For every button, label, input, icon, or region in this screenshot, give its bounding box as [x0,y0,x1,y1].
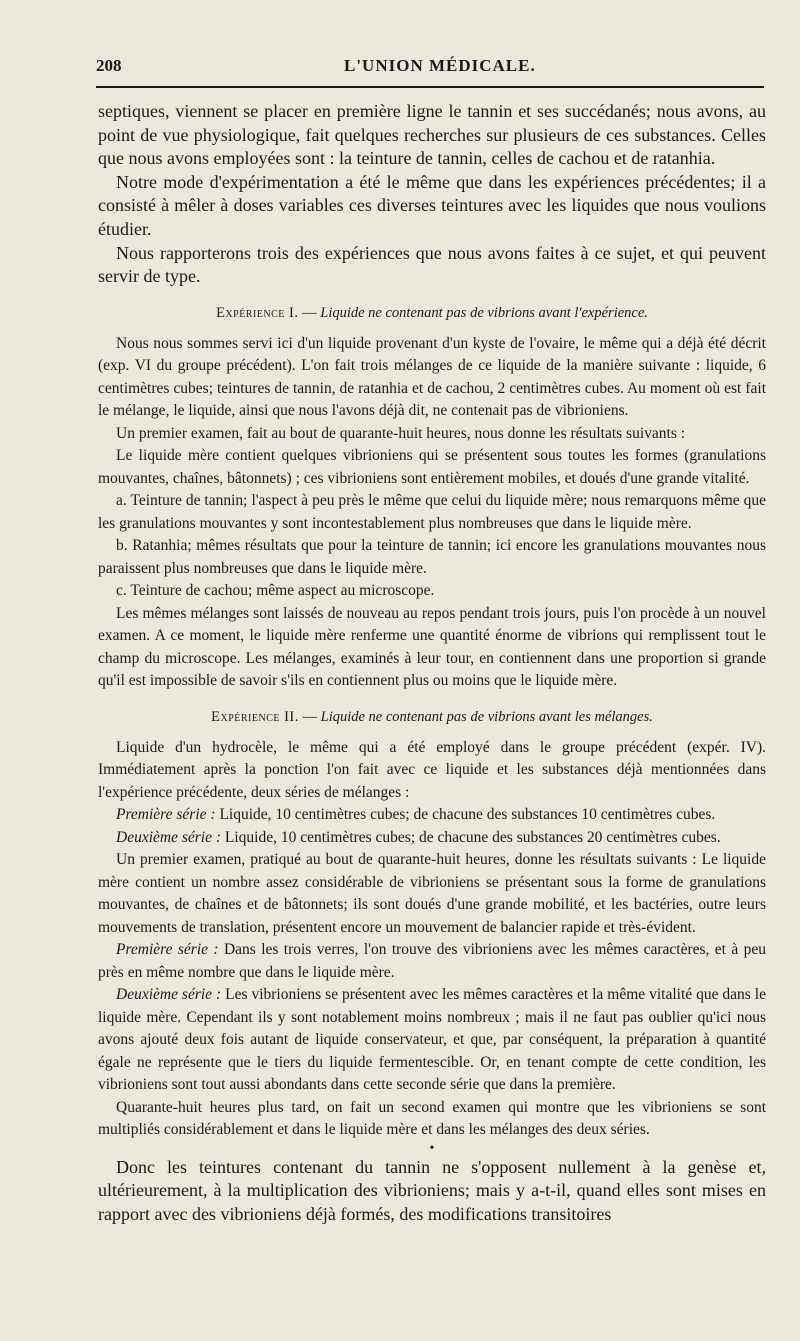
serie-label: Deuxième série : [116,828,222,846]
paragraph: Les mêmes mélanges sont laissés de nouveau au repos pendant trois jours, puis l'on procède à un nouvel examen. A ce moment, le liquide mère renferme une quantité énorme de vibrions qui remplissent tout le champ du microscope. Les mélanges, examinés à leur tour, en contiennent dans une proportion si grande qu'il est impossible de savoir s'ils en contiennent plus ou moins que le liquide mère. [98,604,766,690]
serie-text: Les vibrioniens se présentent avec les mêmes caractères et la même vitalité que dans le liquide mère. Cependant ils y sont notablement moins nombreux ; mais il ne faut pas oublier qu'ici nous avons ajouté deux fois autant de liquide conservateur, et que, par conséquent, la préparation à quantité égale ne représente que le tiers du liquide fermentescible. Or, en tenant compte de cette condition, les vibrioniens sont tout aussi abondants dans cette seconde série que dans la première. [98,986,766,1094]
paragraph: Nous nous sommes servi ici d'un liquide provenant d'un kyste de l'ovaire, le même qui a déjà été décrit (exp. VI du groupe précédent). L'on fait trois mélanges de ce liquide de la manière suivante : liquide, 6 centimètres cubes; teintures de tannin, de ratanhia et de cachou, 2 centimètres cubes. Au moment où est fait le mélange, le liquide, ainsi que nous l'avons déjà dit, ne contenait pas de vibrioniens. [98,334,766,420]
experiment-label: Expérience I. [216,304,299,321]
paragraph: Liquide d'un hydrocèle, le même qui a été employé dans le groupe précédent (expér. IV). Immédiatement après la ponction l'on fait avec ce liquide et les substances déjà mentionnées dans l'expérience précédente, deux séries de mélanges : [98,738,766,801]
serie-label: Première série : [116,806,216,824]
running-title: L'UNION MÉDICALE. [344,56,536,75]
separator: • [429,1140,435,1156]
serie-label: Première série : [116,941,219,959]
paragraph: a. Teinture de tannin; l'aspect à peu près le même que celui du liquide mère; nous remarquons même que les granulations mouvantes y sont incontestablement plus nombreuses que dans le liquide mère. [98,492,766,532]
paragraph: c. Teinture de cachou; même aspect au microscope. [116,582,435,600]
paragraph [98,827,766,850]
paragraph: b. Ratanhia; mêmes résultats que pour la teinture de tannin; ici encore les granulations mouvantes nous paraissent plus nombreuses que dans le liquide mère. [98,537,766,577]
paragraph [98,804,766,827]
paragraph: Quarante-huit heures plus tard, on fait un second examen qui montre que les vibrioniens se sont multipliés considérablement et dans le liquide mère et dans les mélanges des deux séries. [98,1098,766,1139]
experiment-label: Expérience II. [211,708,299,725]
experiment-title: Liquide ne contenant pas de vibrions avant l'expérience. [320,304,648,321]
experiment-heading: Expérience I. — Liquide ne contenant pas de vibrions avant l'expérience. [216,304,648,321]
serie-text: Dans les trois verres, l'on trouve des vibrioniens avec les mêmes caractères, et à peu près en même nombre que dans le liquide mère. [98,941,766,981]
paragraph [98,984,766,1097]
paragraph: Un premier examen, pratiqué au bout de quarante-huit heures, donne les résultats suivants : Le liquide mère contient un nombre assez considérable de vibrioniens se présentant sous la forme de granulations mouvantes, de chaînes et de bâtonnets; ils sont doués d'une grande mobilité, et les bactéries, outre leurs mouvements de translation, présentent encore un mouvement de balancier rapide et très-évident. [98,851,766,936]
experiment-heading: Expérience II. — Liquide ne contenant pas de vibrions avant les mélanges. [211,708,653,725]
page-number: 208 [96,56,122,75]
page-header [96,56,764,84]
paragraph: Nous rapporterons trois des expériences que nous avons faites à ce sujet, et qui peuvent servir de type. [98,242,766,287]
serie-text: Liquide, 10 centimètres cubes; de chacune des substances 10 centimètres cubes. [215,806,716,824]
experiment-title: Liquide ne contenant pas de vibrions avant les mélanges. [320,708,653,725]
paragraph [98,939,766,984]
paragraph: Un premier examen, fait au bout de quarante-huit heures, nous donne les résultats suivants : [116,424,686,442]
serie-label: Deuxième série : [116,986,222,1004]
body-text [98,100,766,1227]
paragraph: septiques, viennent se placer en première ligne le tannin et ses succédanés; nous avons, au point de vue physiologique, fait quelques recherches sur plusieurs de ces substances. Celles que nous avons employées sont : la teinture de tannin, celles de cachou et de ratanhia. [98,101,766,169]
paragraph: Notre mode d'expérimentation a été le même que dans les expériences précédentes; il a consisté à mêler à doses variables ces diverses teintures avec les liquides que nous voulions étudier. [98,171,766,239]
paragraph: Le liquide mère contient quelques vibrioniens qui se présentent sous toutes les formes (granulations mouvantes, chaînes, bâtonnets) ; ces vibrioniens sont entièrement mobiles, et doués d'une grande vitalité. [98,447,766,487]
paragraph: Donc les teintures contenant du tannin ne s'opposent nullement à la genèse et, ultérieurement, à la multiplication des vibrioniens; mais y a-t-il, quand elles sont mises en rapport avec des vibrioniens déjà formés, des modifications transitoires [98,1156,766,1224]
header-rule [96,86,764,88]
serie-text: Liquide, 10 centimètres cubes; de chacune des substances 20 centimètres cubes. [221,828,721,846]
